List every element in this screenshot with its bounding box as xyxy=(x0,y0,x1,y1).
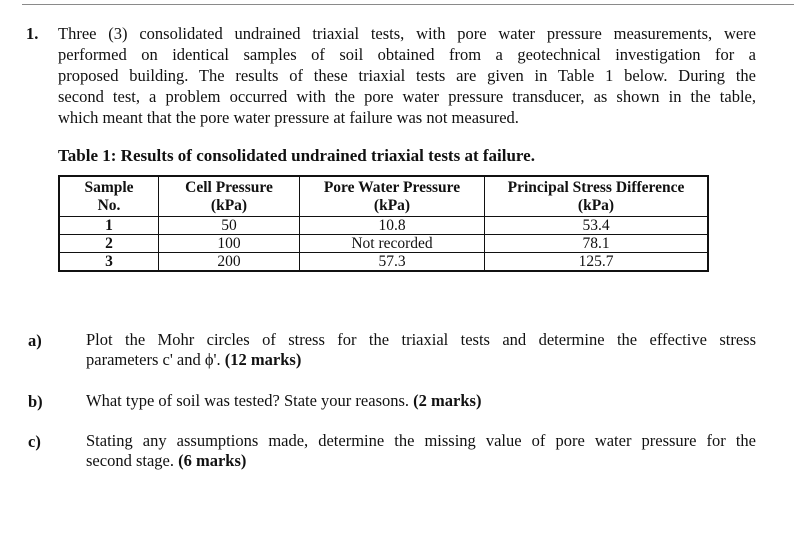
part-line-text: parameters c' and ϕ'. xyxy=(86,350,221,369)
header-line: Sample xyxy=(84,179,134,196)
cell-sample-no: 1 xyxy=(59,217,159,235)
header-line: Principal Stress Difference xyxy=(507,179,685,196)
question-number: 1. xyxy=(26,24,39,43)
part-line: Stating any assumptions made, determine the missing value of pore water pressure for the xyxy=(86,431,756,450)
header-pore-water-pressure xyxy=(300,176,485,217)
cell-pore-water-pressure: 10.8 xyxy=(300,217,485,235)
part-line xyxy=(86,451,756,471)
results-table xyxy=(58,175,709,272)
question-line: performed on identical samples of soil obtained from a geotechnical investigation for a xyxy=(58,45,756,64)
question-line: which meant that the pore water pressure at failure was not measured. xyxy=(58,108,519,127)
header-line: (kPa) xyxy=(577,197,615,214)
cell-cell-pressure: 50 xyxy=(159,217,300,235)
header-principal-stress-difference xyxy=(485,176,709,217)
cell-pore-water-pressure: Not recorded xyxy=(300,235,485,253)
question-line: proposed building. The results of these triaxial tests are given in Table 1 below. During the xyxy=(58,66,756,85)
part-c-label: c) xyxy=(28,432,41,451)
part-line xyxy=(86,391,756,411)
table-row xyxy=(59,253,708,272)
table-caption: Table 1: Results of consolidated undrained triaxial tests at failure. xyxy=(58,146,535,165)
part-b-label: b) xyxy=(28,392,43,411)
part-a-label: a) xyxy=(28,331,42,350)
cell-cell-pressure: 100 xyxy=(159,235,300,253)
header-line: Cell Pressure xyxy=(185,179,273,196)
cell-principal-stress-difference: 78.1 xyxy=(485,235,709,253)
cell-principal-stress-difference: 53.4 xyxy=(485,217,709,235)
header-line: Pore Water Pressure xyxy=(323,179,461,196)
header-line: No. xyxy=(97,197,121,214)
header-line: (kPa) xyxy=(373,197,411,214)
header-line: (kPa) xyxy=(210,197,248,214)
cell-principal-stress-difference: 125.7 xyxy=(485,253,709,272)
header-sample xyxy=(59,176,159,217)
top-rule xyxy=(22,4,794,5)
cell-pore-water-pressure: 57.3 xyxy=(300,253,485,272)
marks: (6 marks) xyxy=(178,451,247,470)
part-c-text xyxy=(86,431,756,471)
part-line xyxy=(86,350,756,370)
marks: (12 marks) xyxy=(224,350,302,369)
cell-sample-no: 3 xyxy=(59,253,159,272)
part-line: Plot the Mohr circles of stress for the triaxial tests and determine the effective stress xyxy=(86,330,756,349)
header-cell-pressure xyxy=(159,176,300,217)
part-a-text xyxy=(86,330,756,370)
table-row xyxy=(59,217,708,235)
question-line: second test, a problem occurred with the pore water pressure transducer, as shown in the table, xyxy=(58,87,756,106)
table-header-row xyxy=(59,176,708,217)
table-row xyxy=(59,235,708,253)
part-b-text xyxy=(86,391,756,411)
question-line: Three (3) consolidated undrained triaxial tests, with pore water pressure measurements, were xyxy=(58,24,756,43)
cell-sample-no: 2 xyxy=(59,235,159,253)
question-text xyxy=(58,23,756,128)
marks: (2 marks) xyxy=(413,391,482,410)
part-line-text: What type of soil was tested? State your reasons. xyxy=(86,391,410,410)
cell-cell-pressure: 200 xyxy=(159,253,300,272)
part-line-text: second stage. xyxy=(86,451,174,470)
